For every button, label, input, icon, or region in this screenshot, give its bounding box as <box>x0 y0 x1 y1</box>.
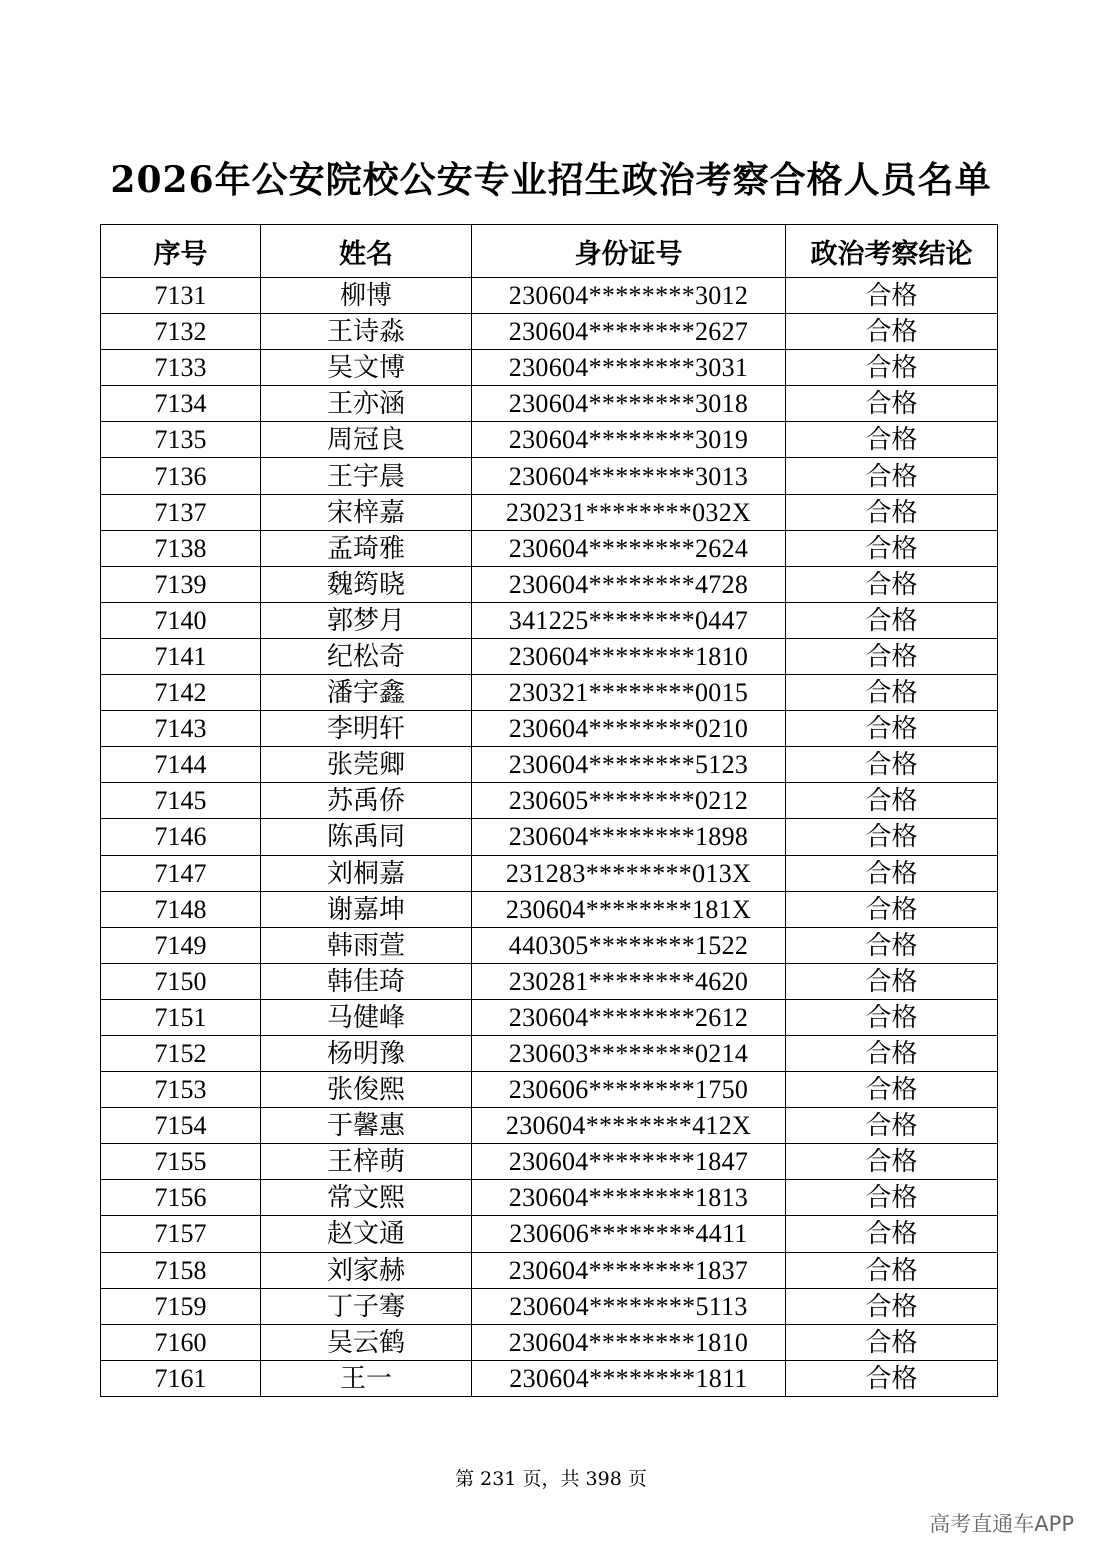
table-row <box>101 458 998 494</box>
row-index-cell: 7140 <box>101 602 261 638</box>
row-name-cell: 王亦涵 <box>261 386 472 422</box>
row-index-cell: 7133 <box>101 350 261 386</box>
row-name-cell: 丁子骞 <box>261 1288 472 1324</box>
row-conclusion-cell: 合格 <box>786 999 998 1035</box>
row-name-cell: 赵文通 <box>261 1216 472 1252</box>
table-row <box>101 278 998 314</box>
row-conclusion-cell: 合格 <box>786 1108 998 1144</box>
row-index-cell: 7148 <box>101 891 261 927</box>
row-name-cell: 宋梓嘉 <box>261 494 472 530</box>
row-id-number-cell: 230604********0210 <box>472 711 786 747</box>
row-id-number-cell: 230603********0214 <box>472 1035 786 1071</box>
row-conclusion-cell: 合格 <box>786 1288 998 1324</box>
row-index-cell: 7160 <box>101 1324 261 1360</box>
row-conclusion-cell: 合格 <box>786 1324 998 1360</box>
table-row <box>101 963 998 999</box>
row-name-cell: 王诗淼 <box>261 314 472 350</box>
row-name-cell: 韩雨萱 <box>261 927 472 963</box>
row-index-cell: 7132 <box>101 314 261 350</box>
row-conclusion-cell: 合格 <box>786 566 998 602</box>
table-row <box>101 1035 998 1071</box>
header-name: 姓名 <box>261 225 472 278</box>
row-id-number-cell: 230604********1810 <box>472 1324 786 1360</box>
row-id-number-cell: 230604********1898 <box>472 819 786 855</box>
row-id-number-cell: 230604********2624 <box>472 530 786 566</box>
row-conclusion-cell: 合格 <box>786 494 998 530</box>
row-name-cell: 孟琦雅 <box>261 530 472 566</box>
row-index-cell: 7139 <box>101 566 261 602</box>
table-row <box>101 422 998 458</box>
watermark: 高考直通车APP <box>929 1512 1074 1536</box>
row-name-cell: 纪松奇 <box>261 638 472 674</box>
table-row <box>101 386 998 422</box>
row-name-cell: 韩佳琦 <box>261 963 472 999</box>
header-id-number: 身份证号 <box>472 225 786 278</box>
table-row <box>101 1360 998 1396</box>
page-title: 2026年公安院校公安专业招生政治考察合格人员名单 <box>110 159 992 201</box>
row-index-cell: 7134 <box>101 386 261 422</box>
row-name-cell: 柳博 <box>261 278 472 314</box>
row-index-cell: 7149 <box>101 927 261 963</box>
row-conclusion-cell: 合格 <box>786 747 998 783</box>
row-name-cell: 魏筠晓 <box>261 566 472 602</box>
table-row <box>101 927 998 963</box>
row-name-cell: 王宇晨 <box>261 458 472 494</box>
table-row <box>101 566 998 602</box>
row-id-number-cell: 230606********4411 <box>472 1216 786 1252</box>
table-row <box>101 1180 998 1216</box>
header-index: 序号 <box>101 225 261 278</box>
row-index-cell: 7137 <box>101 494 261 530</box>
row-id-number-cell: 230604********3013 <box>472 458 786 494</box>
table-row <box>101 350 998 386</box>
row-id-number-cell: 230604********3019 <box>472 422 786 458</box>
row-id-number-cell: 230604********5123 <box>472 747 786 783</box>
header-conclusion: 政治考察结论 <box>786 225 998 278</box>
table-row <box>101 638 998 674</box>
row-conclusion-cell: 合格 <box>786 458 998 494</box>
row-name-cell: 张莞卿 <box>261 747 472 783</box>
row-name-cell: 潘宇鑫 <box>261 675 472 711</box>
row-id-number-cell: 230604********1837 <box>472 1252 786 1288</box>
row-name-cell: 马健峰 <box>261 999 472 1035</box>
row-conclusion-cell: 合格 <box>786 314 998 350</box>
row-id-number-cell: 230604********1810 <box>472 638 786 674</box>
table-header-row <box>101 225 998 278</box>
table-body <box>101 278 998 1397</box>
row-conclusion-cell: 合格 <box>786 927 998 963</box>
row-name-cell: 吴文博 <box>261 350 472 386</box>
table-row <box>101 1072 998 1108</box>
row-name-cell: 李明轩 <box>261 711 472 747</box>
row-index-cell: 7154 <box>101 1108 261 1144</box>
row-id-number-cell: 230604********1847 <box>472 1144 786 1180</box>
row-conclusion-cell: 合格 <box>786 675 998 711</box>
row-index-cell: 7145 <box>101 783 261 819</box>
row-index-cell: 7143 <box>101 711 261 747</box>
table-row <box>101 819 998 855</box>
row-name-cell: 刘桐嘉 <box>261 855 472 891</box>
row-name-cell: 刘家赫 <box>261 1252 472 1288</box>
row-conclusion-cell: 合格 <box>786 1360 998 1396</box>
row-name-cell: 常文熙 <box>261 1180 472 1216</box>
row-index-cell: 7146 <box>101 819 261 855</box>
row-index-cell: 7131 <box>101 278 261 314</box>
row-name-cell: 于馨惠 <box>261 1108 472 1144</box>
row-conclusion-cell: 合格 <box>786 1252 998 1288</box>
table-row <box>101 1144 998 1180</box>
row-name-cell: 吴云鹤 <box>261 1324 472 1360</box>
table-row <box>101 711 998 747</box>
row-conclusion-cell: 合格 <box>786 1035 998 1071</box>
row-index-cell: 7142 <box>101 675 261 711</box>
row-id-number-cell: 230604********181X <box>472 891 786 927</box>
row-id-number-cell: 230231********032X <box>472 494 786 530</box>
row-conclusion-cell: 合格 <box>786 1072 998 1108</box>
row-index-cell: 7135 <box>101 422 261 458</box>
row-name-cell: 谢嘉坤 <box>261 891 472 927</box>
row-index-cell: 7151 <box>101 999 261 1035</box>
row-conclusion-cell: 合格 <box>786 350 998 386</box>
row-index-cell: 7138 <box>101 530 261 566</box>
row-id-number-cell: 230281********4620 <box>472 963 786 999</box>
row-index-cell: 7150 <box>101 963 261 999</box>
row-name-cell: 周冠良 <box>261 422 472 458</box>
row-conclusion-cell: 合格 <box>786 855 998 891</box>
row-index-cell: 7147 <box>101 855 261 891</box>
row-conclusion-cell: 合格 <box>786 1216 998 1252</box>
table-row <box>101 855 998 891</box>
row-id-number-cell: 230604********2612 <box>472 999 786 1035</box>
row-conclusion-cell: 合格 <box>786 1180 998 1216</box>
table-row <box>101 1216 998 1252</box>
table-row <box>101 1108 998 1144</box>
table-row <box>101 530 998 566</box>
row-id-number-cell: 440305********1522 <box>472 927 786 963</box>
table-row <box>101 1288 998 1324</box>
row-conclusion-cell: 合格 <box>786 783 998 819</box>
row-index-cell: 7153 <box>101 1072 261 1108</box>
table-row <box>101 675 998 711</box>
row-id-number-cell: 230321********0015 <box>472 675 786 711</box>
row-id-number-cell: 230605********0212 <box>472 783 786 819</box>
row-id-number-cell: 230604********4728 <box>472 566 786 602</box>
table-row <box>101 891 998 927</box>
page-number: 第 231 页，共 398 页 <box>455 1468 647 1490</box>
row-conclusion-cell: 合格 <box>786 891 998 927</box>
row-index-cell: 7156 <box>101 1180 261 1216</box>
row-name-cell: 陈禹同 <box>261 819 472 855</box>
table-row <box>101 602 998 638</box>
row-id-number-cell: 230604********1813 <box>472 1180 786 1216</box>
row-index-cell: 7158 <box>101 1252 261 1288</box>
row-id-number-cell: 341225********0447 <box>472 602 786 638</box>
table-row <box>101 783 998 819</box>
table-row <box>101 1252 998 1288</box>
row-id-number-cell: 230604********1811 <box>472 1360 786 1396</box>
row-id-number-cell: 230604********2627 <box>472 314 786 350</box>
table-row <box>101 1324 998 1360</box>
row-id-number-cell: 230604********3018 <box>472 386 786 422</box>
row-conclusion-cell: 合格 <box>786 602 998 638</box>
row-name-cell: 郭梦月 <box>261 602 472 638</box>
row-conclusion-cell: 合格 <box>786 386 998 422</box>
row-name-cell: 王一 <box>261 1360 472 1396</box>
row-index-cell: 7144 <box>101 747 261 783</box>
row-conclusion-cell: 合格 <box>786 530 998 566</box>
row-conclusion-cell: 合格 <box>786 711 998 747</box>
row-index-cell: 7155 <box>101 1144 261 1180</box>
row-id-number-cell: 230606********1750 <box>472 1072 786 1108</box>
row-conclusion-cell: 合格 <box>786 819 998 855</box>
row-id-number-cell: 230604********3012 <box>472 278 786 314</box>
row-name-cell: 杨明豫 <box>261 1035 472 1071</box>
row-id-number-cell: 230604********412X <box>472 1108 786 1144</box>
table-row <box>101 314 998 350</box>
table-row <box>101 747 998 783</box>
row-conclusion-cell: 合格 <box>786 1144 998 1180</box>
row-index-cell: 7157 <box>101 1216 261 1252</box>
row-index-cell: 7152 <box>101 1035 261 1071</box>
row-name-cell: 王梓萌 <box>261 1144 472 1180</box>
candidate-table <box>100 224 998 1397</box>
row-conclusion-cell: 合格 <box>786 422 998 458</box>
row-conclusion-cell: 合格 <box>786 278 998 314</box>
table-row <box>101 494 998 530</box>
row-index-cell: 7141 <box>101 638 261 674</box>
row-name-cell: 张俊熙 <box>261 1072 472 1108</box>
row-conclusion-cell: 合格 <box>786 638 998 674</box>
table-row <box>101 999 998 1035</box>
row-name-cell: 苏禹侨 <box>261 783 472 819</box>
row-index-cell: 7159 <box>101 1288 261 1324</box>
row-conclusion-cell: 合格 <box>786 963 998 999</box>
row-id-number-cell: 230604********5113 <box>472 1288 786 1324</box>
row-id-number-cell: 230604********3031 <box>472 350 786 386</box>
row-id-number-cell: 231283********013X <box>472 855 786 891</box>
row-index-cell: 7136 <box>101 458 261 494</box>
row-index-cell: 7161 <box>101 1360 261 1396</box>
